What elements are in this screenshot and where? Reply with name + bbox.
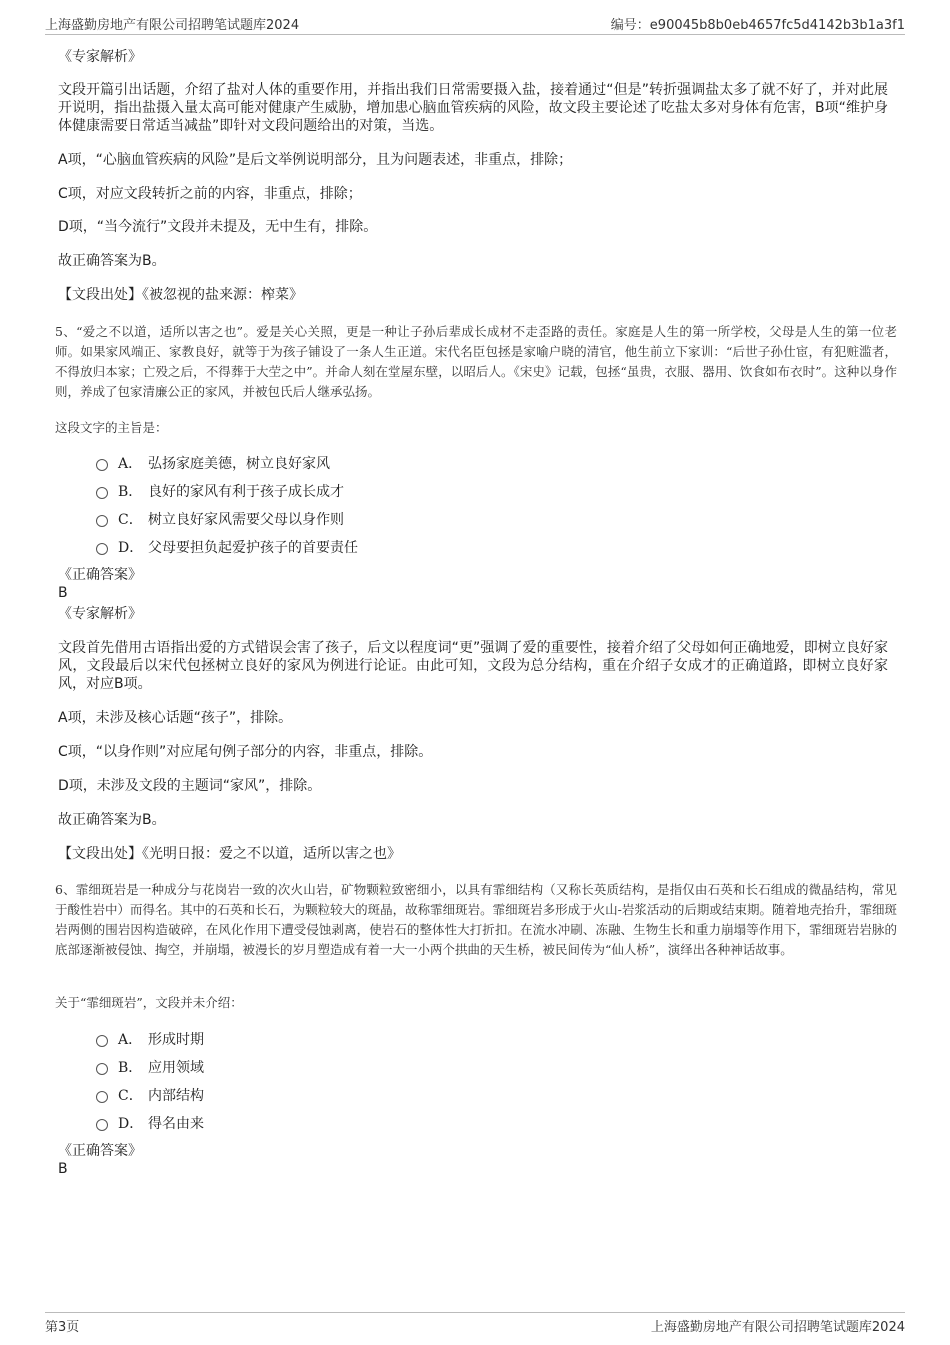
page-header: [45, 14, 905, 35]
option-text: 内部结构: [148, 1088, 204, 1104]
footer-title: 上海盛勤房地产有限公司招聘笔试题库2024: [650, 1320, 905, 1335]
q6-option-a[interactable]: [96, 1029, 204, 1049]
q4-source: 【文段出处】《被忽视的盐来源：榨菜》: [58, 287, 303, 303]
option-text: 应用领域: [148, 1060, 204, 1076]
option-letter: D．: [118, 1116, 144, 1132]
option-letter: B．: [118, 1060, 143, 1076]
q5-option-d[interactable]: [96, 537, 358, 557]
option-letter: C．: [118, 512, 143, 528]
radio-button-icon[interactable]: [96, 1091, 108, 1103]
option-text: 良好的家风有利于孩子成长成才: [148, 484, 344, 500]
q5-analysis-text: 文段首先借用古语指出爱的方式错误会害了孩子，后文以程度词“更”强调了爱的重要性，接着介绍了父母如何正确地爱，即树立良好家风，文段最后以宋代包拯树立良好的家风为例进行论证。由此可知，文段为总分结构，重在介绍子女成才的正确道路，即树立良好家风，对应B项。: [58, 640, 888, 692]
q6-option-b[interactable]: [96, 1057, 204, 1077]
radio-button-icon[interactable]: [96, 1119, 108, 1131]
q4-option-d-analysis: D项，“当今流行”文段并未提及，无中生有，排除。: [58, 219, 378, 235]
q6-answer-label: 《正确答案》: [58, 1143, 142, 1159]
q5-option-c[interactable]: [96, 509, 344, 529]
q5-option-b[interactable]: [96, 481, 344, 501]
radio-button-icon[interactable]: [96, 515, 108, 527]
radio-button-icon[interactable]: [96, 459, 108, 471]
q6-option-c[interactable]: [96, 1085, 204, 1105]
option-letter: D．: [118, 540, 144, 556]
q6-stem: 关于“霏细斑岩”，文段并未介绍：: [55, 995, 243, 1010]
q5-analysis-label: 《专家解析》: [58, 606, 142, 622]
q5-question-text: 5、“爱之不以道，适所以害之也”。爱是关心关照，更是一种让子孙后辈成长成材不走歪路的责任。家庭是人生的第一所学校，父母是人生的第一位老师。如果家风端正、家教良好，就等于为孩子铺设了一条人生正道。宋代名臣包拯是家喻户晓的清官，他生前立下家训：“后世子孙仕宦，有犯赃滥者，不得放归本家；亡殁之后，不得葬于大茔之中”。并命人刻在堂屋东壁，以昭后人。《宋史》记载，包拯“虽贵，衣服、器用、饮食如布衣时”。这种以身作则，养成了包家清廉公正的家风，并被包氏后人继承弘扬。: [55, 324, 897, 399]
radio-button-icon[interactable]: [96, 1035, 108, 1047]
radio-button-icon[interactable]: [96, 543, 108, 555]
header-document-id: 编号：e90045b8b0eb4657fc5d4142b3b1a3f1: [610, 18, 905, 33]
q6-option-d[interactable]: [96, 1113, 204, 1133]
option-text: 弘扬家庭美德，树立良好家风: [148, 456, 330, 472]
option-letter: A．: [118, 1032, 143, 1048]
option-text: 树立良好家风需要父母以身作则: [148, 512, 344, 528]
header-title: 上海盛勤房地产有限公司招聘笔试题库2024: [45, 18, 300, 33]
q4-analysis-text: 文段开篇引出话题，介绍了盐对人体的重要作用，并指出我们日常需要摄入盐，接着通过“但是”转折强调盐太多了就不好了，并对此展开说明，指出盐摄入量太高可能对健康产生威胁，增加患心脑血管疾病的风险，故文段主要论述了吃盐太多对身体有危害，B项“维护身体健康需要日常适当减盐”即针对文段问题给出的对策，当选。: [58, 82, 888, 134]
q4-conclusion: 故正确答案为B。: [58, 253, 166, 269]
q5-source: 【文段出处】《光明日报：爱之不以道，适所以害之也》: [58, 846, 401, 862]
q5-option-a-analysis: A项，未涉及核心话题“孩子”，排除。: [58, 710, 293, 726]
page-footer: [45, 1312, 905, 1335]
q5-stem: 这段文字的主旨是：: [55, 420, 168, 435]
q5-option-d-analysis: D项，未涉及文段的主题词“家风”，排除。: [58, 778, 322, 794]
radio-button-icon[interactable]: [96, 487, 108, 499]
option-letter: A．: [118, 456, 143, 472]
option-text: 父母要担负起爱护孩子的首要责任: [148, 540, 358, 556]
q6-question-text: 6、霏细斑岩是一种成分与花岗岩一致的次火山岩，矿物颗粒致密细小，以具有霏细结构（又称长英质结构，是指仅由石英和长石组成的微晶结构，常见于酸性岩中）而得名。其中的石英和长石，为颗粒较大的斑晶，故称霏细斑岩。霏细斑岩多形成于火山-岩浆活动的后期或结束期。随着地壳抬升，霏细斑岩两侧的围岩因构造破碎，在风化作用下遭受侵蚀剥离，使岩石的整体性大打折扣。在流水冲刷、冻融、生物生长和重力崩塌等作用下，霏细斑岩岩脉的底部逐渐被侵蚀、掏空，并崩塌，被漫长的岁月塑造成有着一大一小两个拱曲的天生桥，被民间传为“仙人桥”，演绎出各种神话故事。: [55, 882, 897, 957]
option-text: 形成时期: [148, 1032, 204, 1048]
option-letter: B．: [118, 484, 143, 500]
q4-analysis-label: 《专家解析》: [58, 49, 142, 65]
option-text: 得名由来: [148, 1116, 204, 1132]
q4-option-c-analysis: C项，对应文段转折之前的内容，非重点，排除；: [58, 186, 362, 202]
q5-conclusion: 故正确答案为B。: [58, 812, 166, 828]
page-number: 第3页: [45, 1320, 80, 1335]
option-letter: C．: [118, 1088, 143, 1104]
q5-option-c-analysis: C项，“以身作则”对应尾句例子部分的内容，非重点，排除。: [58, 744, 433, 760]
q6-answer: B: [58, 1161, 68, 1177]
radio-button-icon[interactable]: [96, 1063, 108, 1075]
q5-option-a[interactable]: [96, 453, 330, 473]
q5-answer-label: 《正确答案》: [58, 567, 142, 583]
q4-option-a-analysis: A项，“心脑血管疾病的风险”是后文举例说明部分，且为问题表述，非重点，排除；: [58, 152, 573, 168]
q5-answer: B: [58, 585, 68, 601]
